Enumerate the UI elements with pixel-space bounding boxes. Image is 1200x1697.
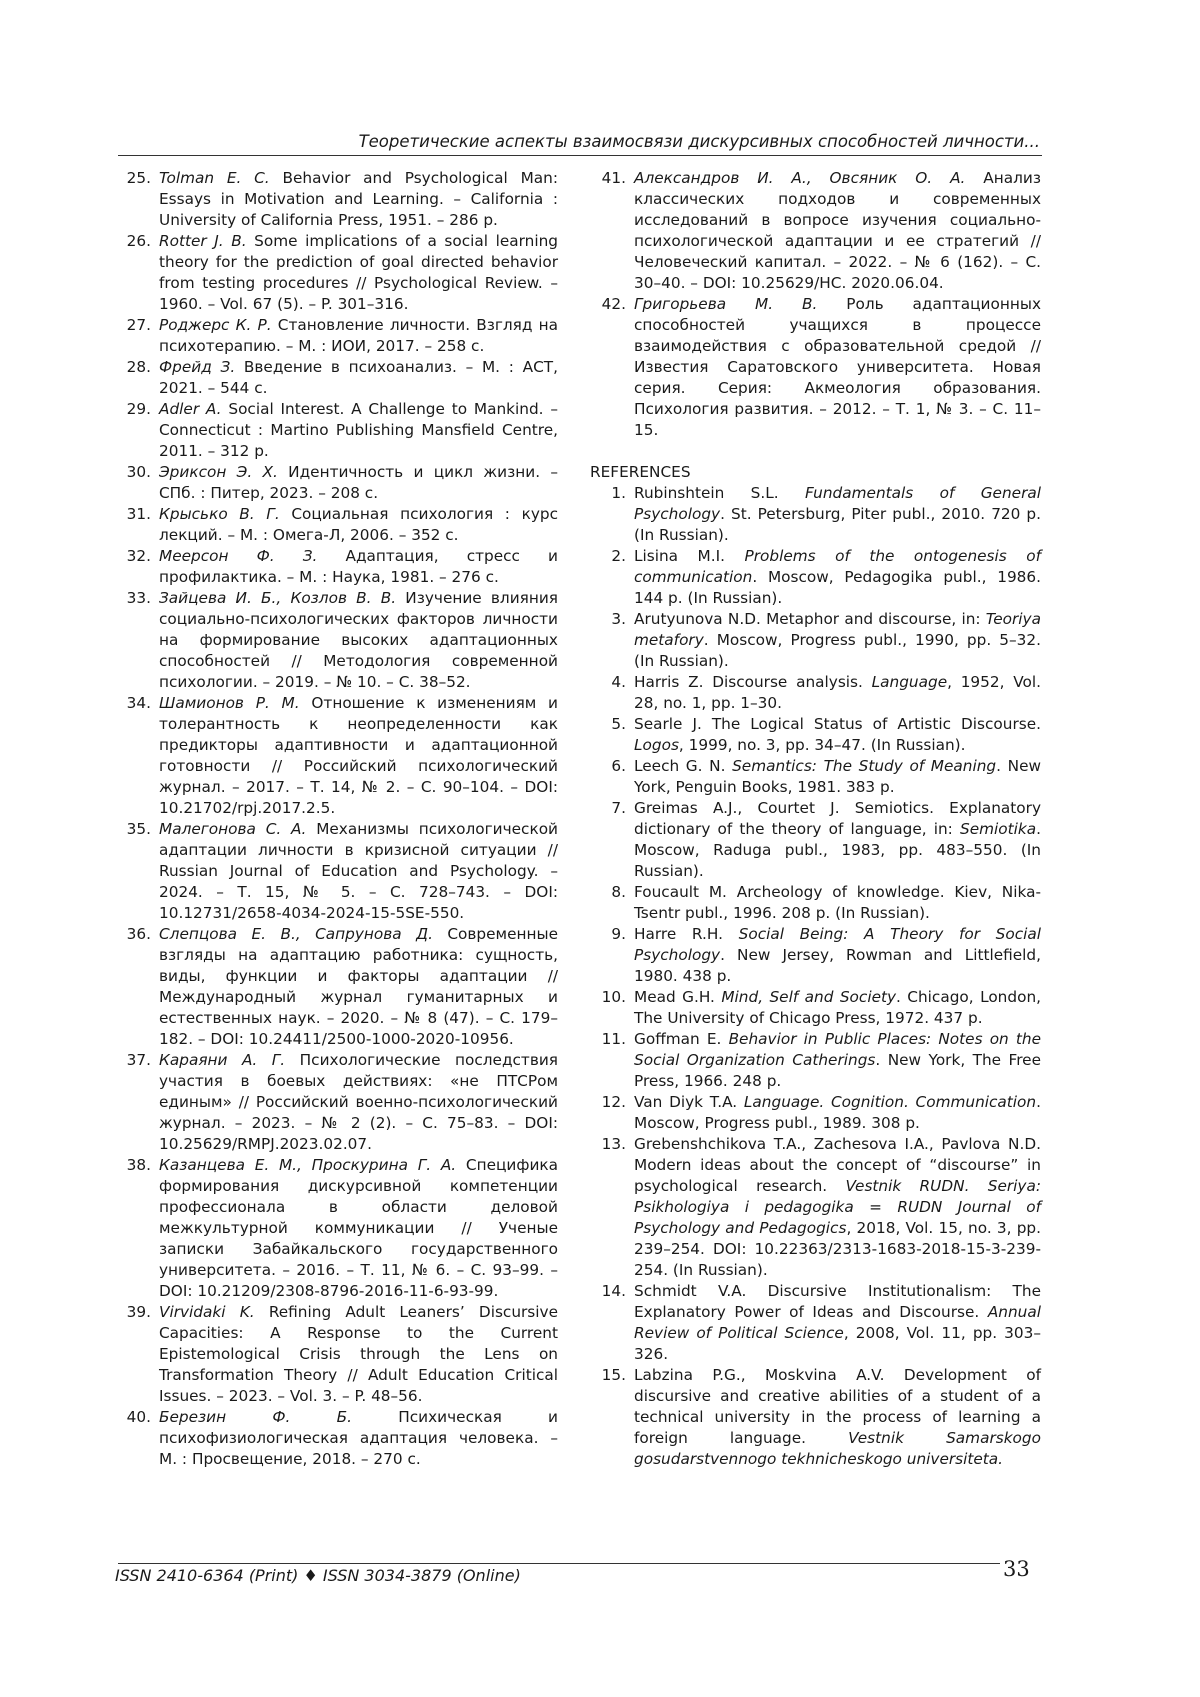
reference-text [634, 168, 1041, 294]
reference-entry [115, 399, 558, 462]
reference-details: Специфика формирования дискурсивной компетенции профессионала в области деловой межкультурной коммуникации // Ученые записки Забайкальского государственного университета. – 2016. – Т. 11, № 6. – С. 93–99. – DOI: 10.21209/2308-8796-2016-11-6-93-99. [159, 1156, 558, 1300]
reference-entry [590, 756, 1041, 798]
reference-details: Lisina M.I. [634, 547, 745, 565]
reference-text [634, 882, 1041, 924]
reference-number: 39. [126, 1303, 151, 1321]
reference-text [634, 1281, 1041, 1365]
reference-text [634, 798, 1041, 882]
reference-entry [115, 231, 558, 315]
reference-text [159, 504, 558, 546]
reference-entry [115, 1407, 558, 1470]
reference-number: 5. [611, 715, 626, 733]
reference-details: Labzina P.G., Moskvina A.V. Development of discursive and creative abilities of a student of a technical university in the process of learning a foreign language. [634, 1366, 1041, 1447]
reference-details: Психическая и психофизиологическая адаптация человека. – М. : Просвещение, 2018. – 270 с. [159, 1408, 558, 1468]
reference-details: Refining Adult Leaners’ Discursive Capacities: A Response to the Current Epistemological Crisis through the Lens on Transformation Theory // Adult Education Critical Issues. – 2023. – Vol. 3. – P. 48–56. [159, 1303, 558, 1405]
reference-details: . Moscow, Raduga publ., 1983, pp. 483–550. (In Russian). [634, 820, 1041, 880]
reference-details: Идентичность и цикл жизни. – СПб. : Питер, 2023. – 208 с. [159, 463, 559, 502]
reference-details: Адаптация, стресс и профилактика. – М. : Наука, 1981. – 276 с. [159, 547, 558, 586]
reference-entry [115, 1302, 558, 1407]
reference-number: 34. [126, 694, 151, 712]
reference-details: Behavior and Psychological Man: Essays in Motivation and Learning. – California : University of California Press, 1951. – 286 p. [159, 169, 558, 229]
reference-author: Малегонова С. А. [159, 820, 307, 838]
reference-number: 11. [601, 1030, 626, 1048]
reference-title: Fundamentals of General Psychology [634, 484, 1041, 523]
references-list [590, 483, 1041, 1470]
reference-entry [590, 882, 1041, 924]
reference-entry [115, 357, 558, 399]
numbered-references-continued [590, 168, 1041, 441]
reference-number: 31. [126, 505, 151, 523]
reference-entry [590, 609, 1041, 672]
reference-text [159, 357, 558, 399]
reference-title: Problems of the ontogenesis of communication [634, 547, 1041, 586]
reference-entry [590, 546, 1041, 609]
reference-author: Эриксон Э. Х. [159, 463, 278, 481]
reference-details: Searle J. The Logical Status of Artistic Discourse. [634, 715, 1041, 733]
reference-entry [590, 1029, 1041, 1092]
reference-entry [590, 1134, 1041, 1281]
reference-author: Березин Ф. Б. [159, 1408, 353, 1426]
reference-text [159, 819, 558, 924]
reference-details: Mead G.H. [634, 988, 722, 1006]
reference-number: 14. [601, 1282, 626, 1300]
reference-number: 2. [611, 547, 626, 565]
reference-title: Annual Review of Political Science [634, 1303, 1041, 1342]
reference-details: , 2018, Vol. 15, no. 3, pp. 239–254. DOI: 10.22363/2313-1683-2018-15-3-239-254. (In Russian). [634, 1219, 1041, 1279]
references-heading: REFERENCES [590, 463, 691, 481]
reference-number: 36. [126, 925, 151, 943]
reference-details: . Moscow, Pedagogika publ., 1986. 144 p. (In Russian). [634, 568, 1041, 607]
reference-details: Social Interest. A Challenge to Mankind. – Connecticut : Martino Publishing Mansfield Centre, 2011. – 312 p. [159, 400, 558, 460]
reference-details: Harre R.H. [634, 925, 739, 943]
reference-author: Роджерс К. Р. [159, 316, 272, 334]
reference-text [159, 546, 558, 588]
reference-title: Behavior in Public Places: Notes on the Social Organization Catherings [634, 1030, 1042, 1069]
reference-number: 30. [126, 463, 151, 481]
reference-number: 29. [126, 400, 151, 418]
reference-text [159, 924, 558, 1050]
reference-number: 35. [126, 820, 151, 838]
reference-entry [590, 672, 1041, 714]
reference-text [159, 231, 558, 315]
reference-entry [590, 987, 1041, 1029]
reference-details: , 2008, Vol. 11, pp. 303–326. [634, 1324, 1042, 1363]
reference-entry [590, 483, 1041, 546]
reference-text [634, 1092, 1041, 1134]
reference-title: Social Being: A Theory for Social Psychology [634, 925, 1041, 964]
page-number: 33 [1003, 1557, 1030, 1581]
reference-title: Semantics: The Study of Meaning [732, 757, 997, 775]
reference-number: 25. [126, 169, 151, 187]
reference-author: Rotter J. B. [159, 232, 247, 250]
reference-entry [115, 315, 558, 357]
reference-text [159, 1407, 558, 1470]
reference-entry [115, 588, 558, 693]
reference-title: Teoriya metafory [634, 610, 1041, 649]
reference-text [159, 399, 558, 462]
reference-text [159, 168, 558, 231]
reference-entry [590, 924, 1041, 987]
reference-number: 27. [126, 316, 151, 334]
reference-author: Александров И. А., Овсяник О. А. [634, 169, 966, 187]
reference-details: Goffman E. [634, 1030, 729, 1048]
reference-text [159, 1155, 558, 1302]
reference-number: 3. [611, 610, 626, 628]
reference-number: 8. [611, 883, 626, 901]
reference-entry [590, 1092, 1041, 1134]
reference-number: 42. [601, 295, 626, 313]
reference-details: Становление личности. Взгляд на психотерапию. – М. : ИОИ, 2017. – 258 с. [159, 316, 559, 355]
reference-author: Караяни А. Г. [159, 1051, 286, 1069]
footer-issn: ISSN 2410-6364 (Print) ♦ ISSN 3034-3879 (Online) [115, 1566, 521, 1585]
reference-details: . Moscow, Progress publ., 1989. 308 p. [634, 1093, 1041, 1132]
reference-details: Foucault M. Archeology of knowledge. Kiev, Nika-Tsentr publ., 1996. 208 p. (In Russian). [634, 883, 1041, 922]
reference-text [159, 693, 558, 819]
reference-details: . St. Petersburg, Piter publ., 2010. 720 p. (In Russian). [634, 505, 1041, 544]
reference-author: Зайцева И. Б., Козлов В. В. [159, 589, 397, 607]
reference-number: 28. [126, 358, 151, 376]
reference-entry [590, 168, 1041, 294]
reference-text [634, 1365, 1041, 1470]
reference-number: 1. [611, 484, 626, 502]
reference-details: Harris Z. Discourse analysis. [634, 673, 872, 691]
reference-text [159, 1302, 558, 1407]
reference-title: Language. Cognition. Communication [743, 1093, 1037, 1111]
reference-entry [115, 693, 558, 819]
reference-number: 12. [601, 1093, 626, 1111]
reference-author: Крысько В. Г. [159, 505, 280, 523]
reference-details: Отношение к изменениям и толерантность к неопределенности как предикторы адаптивности и адаптационной готовности // Российский психологический журнал. – 2017. – Т. 14, № 2. – С. 90–104. – DOI: 10.21702/rpj.2017.2.5. [159, 694, 558, 817]
reference-author: Фрейд З. [159, 358, 236, 376]
reference-number: 10. [601, 988, 626, 1006]
reference-details: Van Diyk T.A. [634, 1093, 744, 1111]
reference-entry [590, 294, 1041, 441]
reference-details: , 1999, no. 3, pp. 34–47. (In Russian). [678, 736, 966, 754]
reference-author: Шамионов Р. М. [159, 694, 300, 712]
reference-details: Механизмы психологической адаптации личности в кризисной ситуации // Russian Journal of Education and Psychology. – 2024. – Т. 15, № 5. – С. 728–743. – DOI: 10.12731/2658-4034-2024-15-5SE-550. [159, 820, 558, 922]
reference-number: 40. [126, 1408, 151, 1426]
reference-details: , 1952, Vol. 28, no. 1, pp. 1–30. [634, 673, 1041, 712]
reference-number: 41. [601, 169, 626, 187]
reference-entry [115, 168, 558, 231]
reference-author: Adler A. [159, 400, 222, 418]
reference-text [159, 588, 558, 693]
reference-details: . Moscow, Progress publ., 1990, pp. 5–32. (In Russian). [634, 631, 1041, 670]
header-rule [118, 155, 1042, 156]
reference-author: Virvidaki K. [159, 1303, 255, 1321]
right-column [590, 168, 1041, 1470]
reference-number: 4. [611, 673, 626, 691]
reference-title: Language [871, 673, 948, 691]
reference-details: Grebenshchikova T.A., Zachesova I.A., Pavlova N.D. Modern ideas about the concept of “discourse” in psychological research. [634, 1135, 1041, 1195]
reference-number: 15. [601, 1366, 626, 1384]
reference-details: Greimas A.J., Courtet J. Semiotics. Explanatory dictionary of the theory of language, in: [634, 799, 1041, 838]
reference-text [159, 1050, 558, 1155]
reference-entry [115, 504, 558, 546]
reference-entry [115, 1155, 558, 1302]
reference-entry [115, 462, 558, 504]
reference-entry [115, 546, 558, 588]
reference-text [634, 987, 1041, 1029]
reference-entry [115, 1050, 558, 1155]
reference-author: Григорьева М. В. [634, 295, 818, 313]
reference-text [634, 924, 1041, 987]
reference-author: Слепцова Е. В., Сапрунова Д. [159, 925, 433, 943]
reference-details: Rubinshtein S.L. [634, 484, 805, 502]
reference-text [634, 1029, 1041, 1092]
reference-entry [590, 798, 1041, 882]
reference-number: 7. [611, 799, 626, 817]
reference-details: Анализ классических подходов и современных исследований в вопросе изучения социально-психологической адаптации и ее стратегий // Человеческий капитал. – 2022. – № 6 (162). – С. 30–40. – DOI: 10.25629/HC. 2020.06.04. [634, 169, 1041, 292]
reference-details: Социальная психология : курс лекций. – М. : Омега-Л, 2006. – 352 с. [159, 505, 559, 544]
reference-author: Казанцева Е. М., Проскурина Г. А. [159, 1156, 457, 1174]
reference-title: Semiotika [960, 820, 1037, 838]
reference-details: Введение в психоанализ. – М. : АСТ, 2021. – 544 с. [159, 358, 558, 397]
reference-text [159, 315, 558, 357]
reference-title: Vestnik Samarskogo gosudarstvennogo tekhnicheskogo universiteta. [634, 1429, 1041, 1468]
reference-number: 26. [126, 232, 151, 250]
reference-details: . New York, The Free Press, 1966. 248 p. [634, 1051, 1041, 1090]
left-column [115, 168, 558, 1470]
reference-text [634, 714, 1041, 756]
reference-number: 13. [601, 1135, 626, 1153]
reference-entry [590, 714, 1041, 756]
reference-author: Tolman E. C. [159, 169, 270, 187]
reference-text [634, 756, 1041, 798]
reference-text [634, 609, 1041, 672]
reference-text [634, 1134, 1041, 1281]
reference-details: Leech G. N. [634, 757, 733, 775]
reference-number: 6. [611, 757, 626, 775]
reference-number: 38. [126, 1156, 151, 1174]
reference-entry [590, 1281, 1041, 1365]
reference-details: Изучение влияния социально-психологических факторов личности на формирование высоких адаптационных способностей // Методология современной психологии. – 2019. – № 10. – С. 38–52. [159, 589, 558, 691]
reference-details: Современные взгляды на адаптацию работника: сущность, виды, функции и факторы адаптации // Международный журнал гуманитарных и естественных наук. – 2020. – № 8 (47). – С. 179–182. – DOI: 10.24411/2500-1000-2020-10956. [159, 925, 558, 1048]
reference-title: Mind, Self and Society [721, 988, 897, 1006]
reference-text [634, 546, 1041, 609]
reference-number: 37. [126, 1051, 151, 1069]
reference-details: . New York, Penguin Books, 1981. 383 p. [634, 757, 1041, 796]
reference-entry [115, 924, 558, 1050]
reference-number: 32. [126, 547, 151, 565]
reference-text [159, 462, 558, 504]
reference-details: Роль адаптационных способностей учащихся в процессе взаимодействия с образовательной средой // Известия Саратовского университета. Новая серия. Серия: Акмеология образования. Психология развития. – 2012. – Т. 1, № 3. – С. 11–15. [634, 295, 1041, 439]
reference-details: Психологические последствия участия в боевых действиях: «не ПТСРом единым» // Российский военно-психологический журнал. – 2023. – № 2 (2). – С. 75–83. – DOI: 10.25629/RMPJ.2023.02.07. [159, 1051, 559, 1153]
reference-title: Logos [634, 736, 679, 754]
reference-text [634, 483, 1041, 546]
reference-title: Vestnik RUDN. Seriya: Psikhologiya i pedagogika = RUDN Journal of Psychology and Pedagogics [634, 1177, 1041, 1237]
reference-text [634, 294, 1041, 441]
reference-text [634, 672, 1041, 714]
reference-author: Меерсон Ф. З. [159, 547, 318, 565]
reference-details: Some implications of a social learning theory for the prediction of goal directed behavior from testing procedures // Psychological Review. – 1960. – Vol. 67 (5). – P. 301–316. [159, 232, 558, 313]
footer-rule [118, 1563, 1000, 1564]
reference-entry [590, 1365, 1041, 1470]
reference-details: . New Jersey, Rowman and Littlefield, 1980. 438 p. [634, 946, 1041, 985]
reference-details: . Chicago, London, The University of Chicago Press, 1972. 437 p. [634, 988, 1041, 1027]
reference-details: Arutyunova N.D. Metaphor and discourse, in: [634, 610, 986, 628]
running-head: Теоретические аспекты взаимосвязи дискурсивных способностей личности... [358, 132, 1040, 151]
reference-number: 33. [126, 589, 151, 607]
reference-entry [115, 819, 558, 924]
reference-number: 9. [611, 925, 626, 943]
reference-details: Schmidt V.A. Discursive Institutionalism: The Explanatory Power of Ideas and Discourse. [634, 1282, 1041, 1321]
